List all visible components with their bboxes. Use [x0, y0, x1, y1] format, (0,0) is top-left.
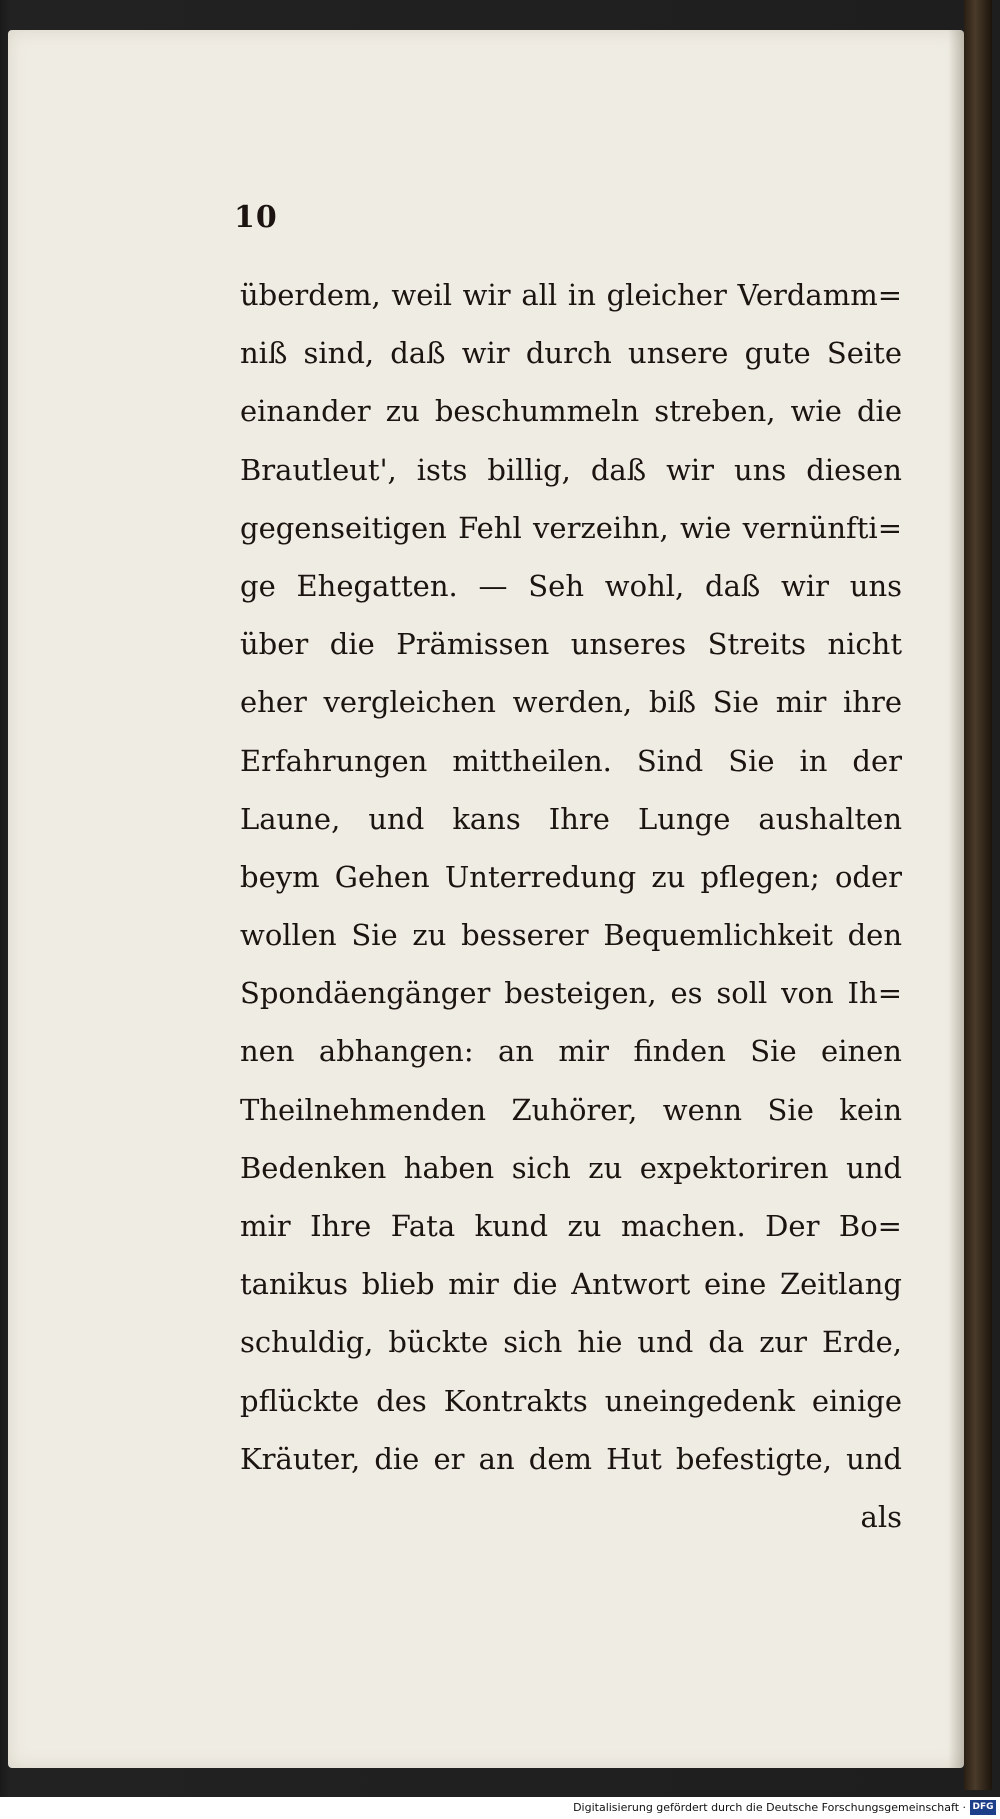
text-line: schuldig, bückte sich hie und da zur Erde, — [240, 1325, 902, 1360]
text-line: Erfahrungen mittheilen. Sind Sie in der — [240, 743, 902, 778]
text-line: Laune, und kans Ihre Lunge aushalten — [240, 801, 902, 836]
text-line: Theilnehmenden Zuhörer, wenn Sie kein — [240, 1092, 902, 1127]
book-page — [8, 30, 964, 1768]
text-line: pflückte des Kontrakts uneingedenk einige — [240, 1383, 902, 1418]
text-line: überdem, weil wir all in gleicher Verdamm= — [240, 278, 902, 312]
text-line: gegenseitigen Fehl verzeihn, wie vernünfti= — [240, 510, 902, 545]
text-line: niß sind, daß wir durch unsere gute Seite — [240, 336, 902, 371]
text-line: beym Gehen Unterredung zu pflegen; oder — [240, 859, 902, 894]
funding-credit: Digitalisierung gefördert durch die Deutsche Forschungsgemeinschaft · — [573, 1801, 966, 1814]
dfg-logo: DFG — [970, 1800, 996, 1815]
text-line: einander zu beschummeln streben, wie die — [240, 394, 902, 429]
text-line: nen abhangen: an mir finden Sie einen — [240, 1034, 902, 1069]
book-spine — [964, 0, 992, 1790]
text-line: Brautleut', ists billig, daß wir uns diesen — [240, 452, 902, 487]
footer-bar — [0, 1797, 1000, 1819]
text-line: über die Prämissen unseres Streits nicht — [240, 627, 902, 662]
page-number: 10 — [234, 200, 278, 235]
text-line: Kräuter, die er an dem Hut befestigte, und — [240, 1441, 902, 1476]
text-line: wollen Sie zu besserer Bequemlichkeit den — [240, 918, 902, 953]
text-line: Spondäengänger besteigen, es soll von Ih= — [240, 976, 902, 1011]
text-line: mir Ihre Fata kund zu machen. Der Bo= — [240, 1209, 902, 1243]
text-line: tanikus blieb mir die Antwort eine Zeitlang — [240, 1267, 902, 1302]
text-line: ge Ehegatten. — Seh wohl, daß wir uns — [240, 568, 902, 603]
text-line: Bedenken haben sich zu expektoriren und — [240, 1150, 902, 1185]
catchword: als — [860, 1499, 902, 1534]
page-text — [240, 266, 902, 1546]
text-line: eher vergleichen werden, biß Sie mir ihre — [240, 685, 902, 720]
